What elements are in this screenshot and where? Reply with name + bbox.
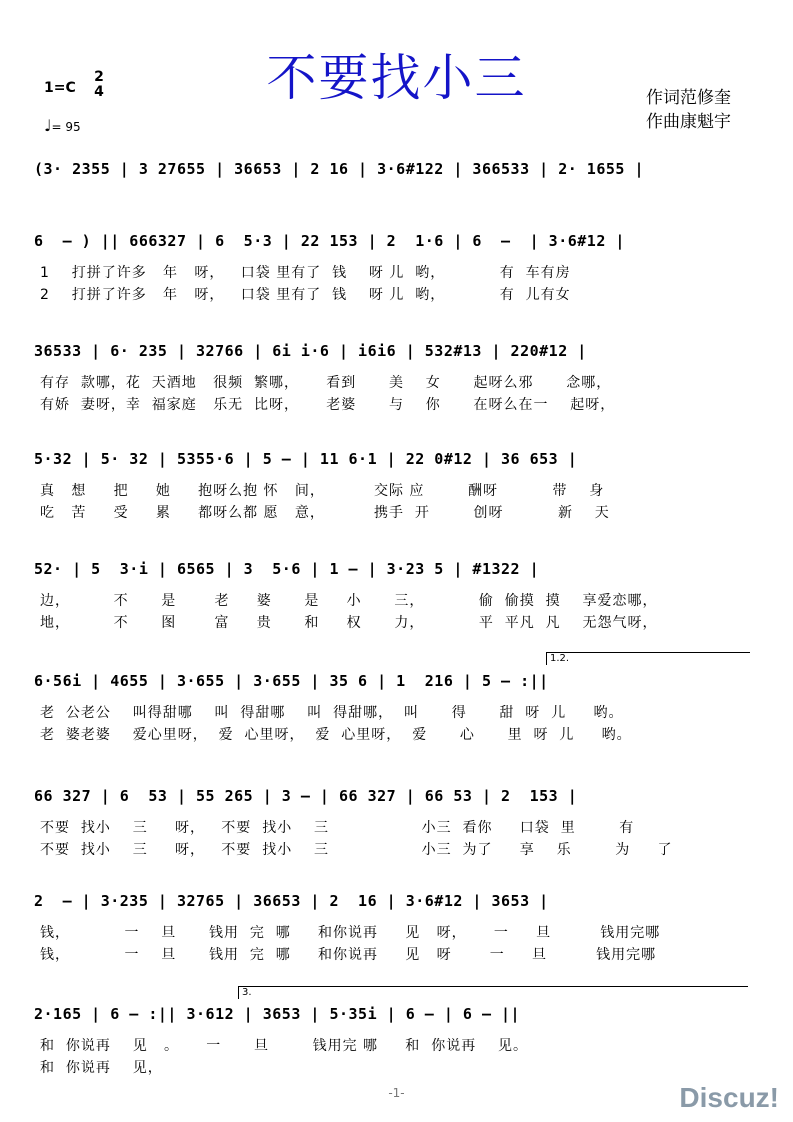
lyric-verse-1: 不要 找小 三 呀， 不要 找小 三 小三 看你 口袋 里 有	[40, 820, 635, 836]
time-signature-top: 2	[94, 69, 104, 85]
lyric-verse-2: 不要 找小 三 呀， 不要 找小 三 小三 为了 享 乐 为 了	[40, 842, 673, 858]
score-row	[34, 672, 749, 752]
notation-line: 2·165 | 6 – :|| 3·612 | 3653 | 5·35i | 6 – | 6 – ||	[34, 1005, 521, 1023]
lyric-verse-1: 真 想 把 她 抱呀么抱 怀 间， 交际 应 酬呀 带 身	[40, 483, 605, 499]
lyric-verse-1: 边， 不 是 老 婆 是 小 三， 偷 偷摸 摸 享爱恋哪，	[40, 593, 658, 609]
score-row	[34, 1005, 749, 1085]
notation-line: 36533 | 6· 235 | 32766 | 6i i·6 | i6i6 | 532#13 | 220#12 |	[34, 342, 587, 360]
score-row	[34, 160, 749, 240]
notation-line: 66 327 | 6 53 | 55 265 | 3 – | 66 327 | 66 53 | 2 153 |	[34, 787, 578, 805]
lyric-verse-1: 1 打拼了许多 年 呀， 口袋 里有了 钱 呀 儿 哟， 有 车有房	[40, 265, 571, 281]
volta-1-2: 1.2.	[546, 652, 750, 665]
lyric-verse-1: 钱， 一 旦 钱用 完 哪 和你说再 见 呀， 一 旦 钱用完哪	[40, 925, 661, 941]
song-title: 不要找小三	[266, 49, 527, 107]
tempo-value: = 95	[51, 120, 81, 134]
score-row	[34, 787, 749, 867]
notation-line: 2 – | 3·235 | 32765 | 36653 | 2 16 | 3·6#12 | 3653 |	[34, 892, 549, 910]
score-row	[34, 450, 749, 530]
time-signature-bottom: 4	[94, 84, 104, 100]
lyric-verse-2: 钱， 一 旦 钱用 完 哪 和你说再 见 呀 一 旦 钱用完哪	[40, 947, 657, 963]
lyric-verse-2: 吃 苦 受 累 都呀么都 愿 意， 携手 开 创呀 新 天	[40, 505, 610, 521]
score-row	[34, 892, 749, 972]
lyric-verse-1: 有存 款哪，花 天酒地 很频 繁哪， 看到 美 女 起呀么邪 念哪，	[40, 375, 612, 391]
tempo-marking	[44, 116, 81, 135]
lyric-verse-2: 有娇 妻呀，幸 福家庭 乐无 比呀， 老婆 与 你 在呀么在一 起呀，	[40, 397, 616, 413]
volta-3: 3.	[238, 986, 748, 999]
quarter-note-icon: ♩	[44, 116, 52, 135]
notation-line: 5·32 | 5· 32 | 5355·6 | 5 – | 11 6·1 | 22 0#12 | 36 653 |	[34, 450, 578, 468]
lyric-verse-1: 和 你说再 见 。 一 旦 钱用完 哪 和 你说再 见。	[40, 1038, 529, 1054]
lyric-verse-2: 和 你说再 见，	[40, 1060, 163, 1076]
key-signature: 1=C	[44, 80, 76, 96]
lyric-verse-2: 地， 不 图 富 贵 和 权 力， 平 平凡 凡 无怨气呀，	[40, 615, 658, 631]
score-row	[34, 560, 749, 640]
notation-line: 6 – ) || 666327 | 6 5·3 | 22 153 | 2 1·6 | 6 – | 3·6#12 |	[34, 232, 625, 250]
time-signature	[92, 70, 106, 100]
notation-line: 52· | 5 3·i | 6565 | 3 5·6 | 1 – | 3·23 5 | #1322 |	[34, 560, 540, 578]
lyric-verse-2: 2 打拼了许多 年 呀， 口袋 里有了 钱 呀 儿 哟， 有 儿有女	[40, 287, 571, 303]
page-number: -1-	[388, 1086, 405, 1100]
lyricist-credit: 作词范修奎	[646, 88, 731, 108]
score-row	[34, 342, 749, 422]
notation-line: (3· 2355 | 3 27655 | 36653 | 2 16 | 3·6#122 | 366533 | 2· 1655 |	[34, 160, 644, 178]
watermark-logo: Discuz!	[679, 1082, 779, 1113]
composer-credit: 作曲康魁宇	[646, 112, 731, 132]
lyric-verse-1: 老 公老公 叫得甜哪 叫 得甜哪 叫 得甜哪， 叫 得 甜 呀 儿 哟。	[40, 705, 624, 721]
lyric-verse-2: 老 婆老婆 爱心里呀， 爱 心里呀， 爱 心里呀， 爱 心 里 呀 儿 哟。	[40, 727, 632, 743]
score-row	[34, 232, 749, 312]
notation-line: 6·56i | 4655 | 3·655 | 3·655 | 35 6 | 1 216 | 5 – :||	[34, 672, 549, 690]
